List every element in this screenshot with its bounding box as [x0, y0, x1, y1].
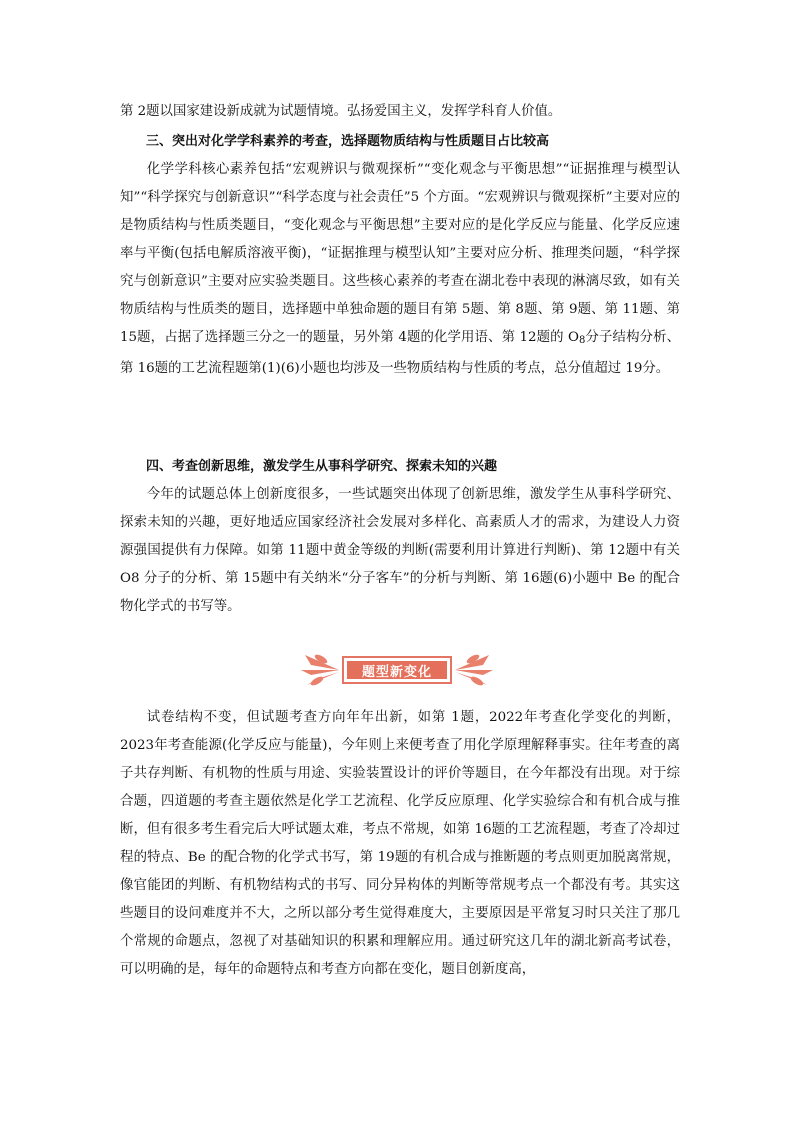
banner-frame [342, 656, 452, 684]
section-3 [120, 128, 680, 383]
banner-title: 题型新变化 [347, 661, 447, 679]
section-3-heading: 三、突出对化学学科素养的考查，选择题物质结构与性质题目占比较高 [146, 134, 550, 149]
section-4-heading: 四、考查创新思维，激发学生从事科学研究、探索未知的兴趣 [146, 459, 498, 474]
section-4 [120, 453, 680, 621]
section-banner [297, 645, 497, 695]
section-3-text-b: 分子结构分析、第 16题的工艺流程题第(1)(6)小题也均涉及一些物质结构与性质的考点，总分值超过 19分。 [120, 330, 681, 376]
section-3-paragraph [120, 156, 680, 383]
section-5 [120, 704, 680, 984]
intro-paragraph-tail: 第 2题以国家建设新成就为试题情境。弘扬爱国主义，发挥学科育人价值。 [120, 104, 562, 119]
section-4-paragraph: 今年的试题总体上创新度很多，一些试题突出体现了创新思维，激发学生从事科学研究、探索未知的兴趣，更好地适应国家经济社会发展对多样化、高素质人才的需求，为建设人力资源强国提供有力保障。如第 11题中黄金等级的判断(需要利用计算进行判断)、第 12题中有关 O8 分子的分析、第 15题中有关纳米“分子客车”的分析与判断、第 16题(6)小题中 Be 的配合物化学式的书写等。 [120, 487, 680, 614]
section-5-paragraph: 试卷结构不变，但试题考查方向年年出新，如第 1题，2022年考查化学变化的判断，2023年考查能源(化学反应与能量)，今年则上来便考查了用化学原理解释事实。往年考查的离子共存判断、有机物的性质与用途、实验装置设计的评价等题目，在今年都没有出现。对于综合题，四道题的考查主题依然是化学工艺流程、化学反应原理、化学实验综合和有机合成与推断，但有很多考生看完后大呼试题太难，考点不常规，如第 16题的工艺流程题，考查了冷却过程的特点、Be 的配合物的化学式书写，第 19题的有机合成与推断题的考点则更加脱离常规，像官能团的判断、有机物结构式的书写、同分异构体的判断等常规考点一个都没有考。其实这些题目的设问难度并不大，之所以部分考生觉得难度大，主要原因是平常复习时只关注了那几个常规的命题点，忽视了对基础知识的积累和理解应用。通过研究这几年的湖北新高考试卷，可以明确的是，每年的命题特点和考查方向都在变化，题目创新度高， [120, 710, 680, 977]
section-3-text-a: 化学学科核心素养包括“宏观辨识与微观探析”“变化观念与平衡思想”“证据推理与模型认知”“科学探究与创新意识”“科学态度与社会责任”5 个方面。“宏观辨识与微观探析”主要对应的是物质结构与性质类题目，“变化观念与平衡思想”主要对应的是化学反应与能量、化学反应速率与平衡(包括电解质溶液平衡)，“证据推理与模型认知”主要对应分析、推理类问题，“科学探究与创新意识”主要对应实验类题目。这些核心素养的考查在湖北卷中表现的淋漓尽致，如有关物质结构与性质类的题目，选择题中单独命题的题目有第 5题、第 8题、第 9题、第 11题、第 15题，占据了选择题三分之一的题量，另外第 4题的化学用语、第 12题的 O [120, 162, 680, 345]
intro-block [120, 98, 680, 126]
section-3-subscript: 8 [579, 335, 586, 346]
